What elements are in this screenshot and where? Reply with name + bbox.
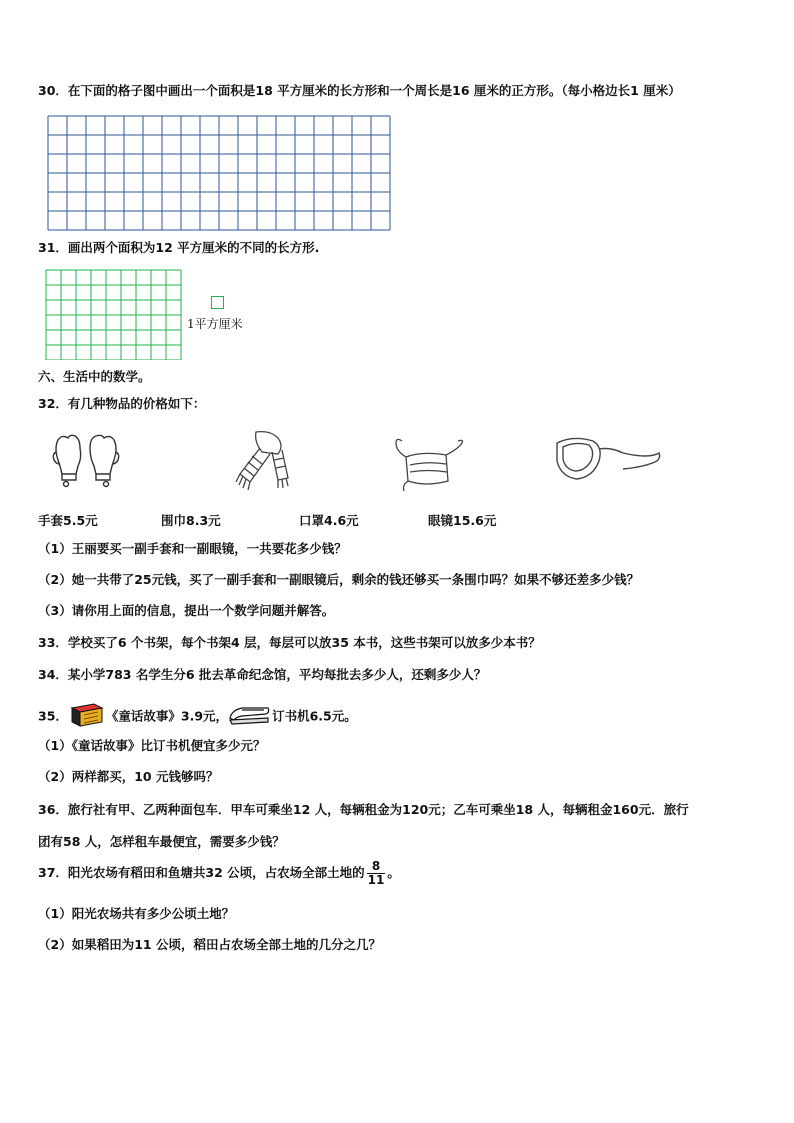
stapler-icon	[228, 704, 272, 730]
price-mask: 口罩4.6元	[299, 513, 359, 528]
q32-sub2: （2）她一共带了25元钱，买了一副手套和一副眼镜后，剩余的钱还够买一条围巾吗？如果不够还差多少钱？	[38, 572, 640, 587]
q31-text: 31．画出两个面积为12 平方厘米的不同的长方形.	[38, 240, 320, 255]
book-icon	[68, 702, 106, 732]
q31-grid[interactable]	[45, 269, 184, 360]
mask-icon	[392, 435, 468, 499]
q35-number: 35．	[38, 708, 68, 724]
q35-stapler-price: 订书机6.5元。	[272, 708, 357, 724]
unit-square-icon	[211, 296, 224, 309]
q30-text: 30．在下面的格子图中画出一个面积是18 平方厘米的长方形和一个周长是16 厘米的正方形。（每小格边长1 厘米）	[38, 83, 681, 98]
q35-book-price: 《童话故事》3.9元，	[105, 708, 229, 724]
scarf-icon	[226, 428, 294, 498]
q37-text: 37．阳光农场有稻田和鱼塘共32 公顷，占农场全部土地的	[38, 865, 365, 880]
q37-sub1: （1）阳光农场共有多少公顷土地？	[38, 906, 235, 921]
q35-sub1: （1）《童话故事》比订书机便宜多少元？	[38, 738, 266, 753]
q37-end: 。	[387, 865, 400, 880]
q32-sub1: （1）王丽要买一副手套和一副眼镜，一共要花多少钱？	[38, 541, 347, 556]
q30-grid[interactable]	[47, 115, 391, 231]
price-scarf: 围巾8.3元	[161, 513, 221, 528]
q36-line2: 团有58 人，怎样租车最便宜，需要多少钱？	[38, 834, 285, 849]
q32-text: 32．有几种物品的价格如下：	[38, 396, 206, 411]
q37-fraction-numerator: 8	[371, 859, 381, 873]
q36-line1: 36．旅行社有甲、乙两种面包车．甲车可乘坐12 人，每辆租金为120元；乙车可乘坐18 人，每辆租金160元．旅行	[38, 802, 689, 817]
q37-fraction-denominator: 11	[367, 873, 385, 887]
q31-grid-svg[interactable]	[45, 269, 184, 360]
q37-sub2: （2）如果稻田为11 公顷，稻田占农场全部土地的几分之几？	[38, 937, 381, 952]
q30-grid-svg[interactable]	[47, 115, 391, 231]
unit-square-label: 1平方厘米	[187, 317, 243, 331]
q37-line	[38, 860, 400, 887]
price-gloves: 手套5.5元	[38, 513, 98, 528]
q34-text: 34．某小学783 名学生分6 批去革命纪念馆，平均每批去多少人，还剩多少人？	[38, 667, 487, 682]
price-glasses: 眼镜15.6元	[428, 513, 497, 528]
gloves-icon	[50, 430, 122, 492]
q32-sub3: （3）请你用上面的信息，提出一个数学问题并解答。	[38, 603, 335, 618]
q33-text: 33．学校买了6 个书架，每个书架4 层，每层可以放35 本书，这些书架可以放多少本书？	[38, 635, 541, 650]
section-6-title: 六、生活中的数学。	[38, 369, 151, 384]
q35-sub2: （2）两样都买，10 元钱够吗？	[38, 769, 219, 784]
q35-line	[38, 702, 357, 732]
glasses-icon	[553, 433, 663, 495]
q37-fraction	[367, 860, 386, 887]
